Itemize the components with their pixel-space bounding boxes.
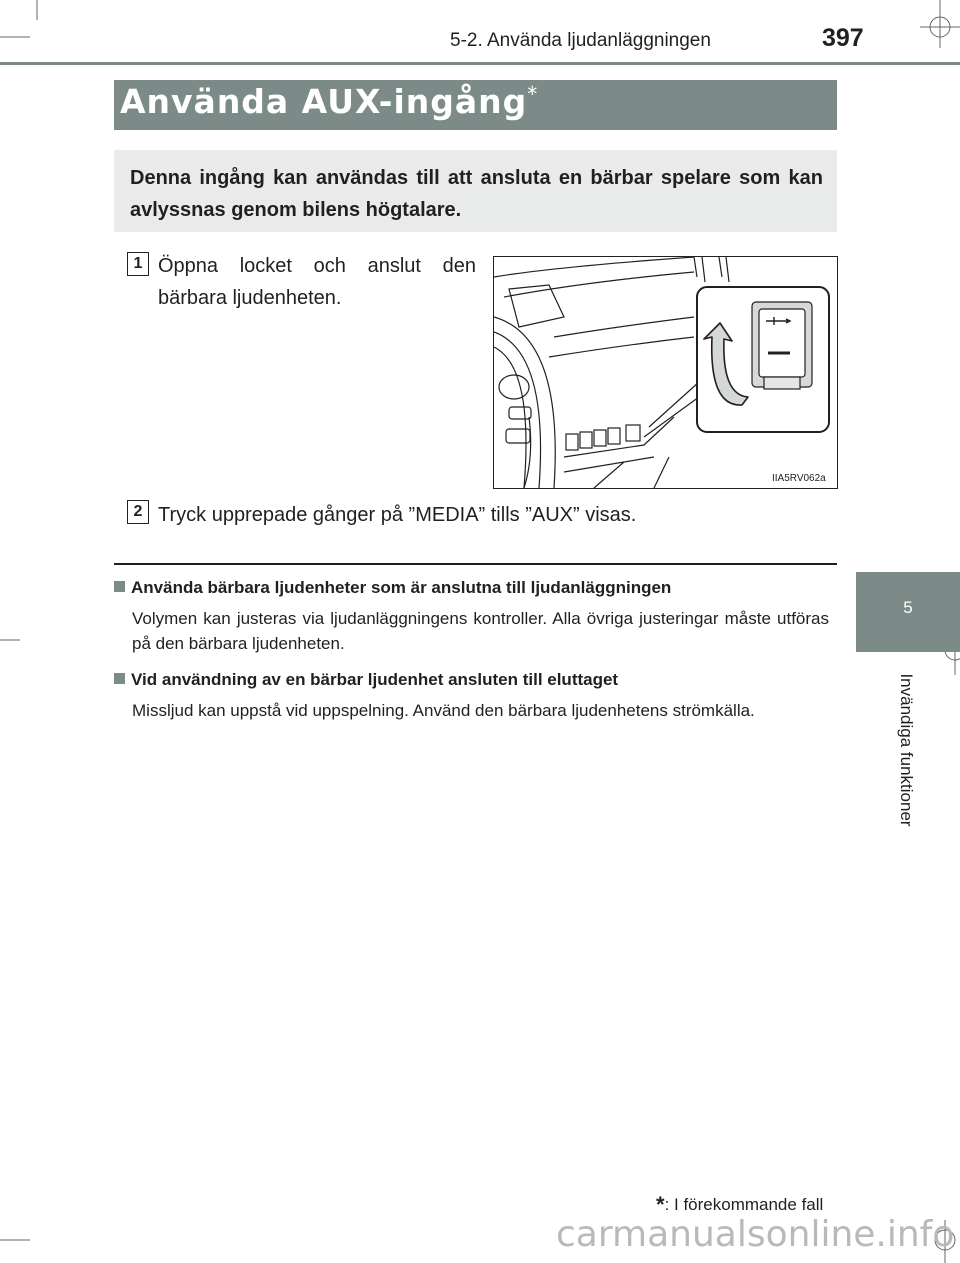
header-section-title: 5-2. Använda ljudanläggningen — [450, 30, 711, 51]
illustration-code: IIA5RV062a — [772, 473, 826, 484]
intro-text: Denna ingång kan användas till att ansluta en bärbar spelare som kan avlyssnas genom bilens högtalare. — [130, 167, 823, 221]
square-bullet-icon — [114, 673, 125, 684]
page-title — [120, 82, 538, 121]
section-divider — [114, 563, 837, 565]
asterisk-icon: * — [656, 1192, 665, 1217]
note-body-1: Volymen kan justeras via ljudanläggningens kontroller. Alla övriga justeringar måste utföras på den bärbara ljudenheten. — [132, 609, 829, 653]
watermark: carmanualsonline.info — [556, 1214, 955, 1255]
aux-illustration — [493, 256, 838, 489]
header-rule — [0, 62, 960, 65]
chapter-number: 5 — [903, 598, 913, 617]
page-title-text: Använda AUX-ingång — [120, 82, 528, 121]
chapter-label: Invändiga funktioner — [897, 673, 916, 827]
note-heading-2-text: Vid användning av en bärbar ljudenhet ansluten till eluttaget — [131, 670, 619, 689]
note-heading-1-text: Använda bärbara ljudenheter som är anslutna till ljudanläggningen — [131, 578, 672, 597]
step-number-2: 2 — [127, 500, 149, 524]
page-number: 397 — [822, 24, 864, 52]
footnote-text: : I förekommande fall — [664, 1195, 824, 1214]
title-marker: * — [527, 82, 539, 106]
square-bullet-icon — [114, 581, 125, 592]
step-text-2: Tryck upprepade gånger på ”MEDIA” tills ”AUX” visas. — [158, 504, 637, 526]
dashboard-drawing — [494, 257, 837, 488]
note-body-2: Missljud kan uppstå vid uppspelning. Använd den bärbara ljudenhetens strömkälla. — [132, 701, 755, 720]
step-number-1: 1 — [127, 252, 149, 276]
step-text-1: Öppna locket och anslut den bärbara ljudenheten. — [158, 255, 476, 309]
note-heading-2 — [114, 670, 618, 690]
note-heading-1 — [114, 578, 671, 598]
